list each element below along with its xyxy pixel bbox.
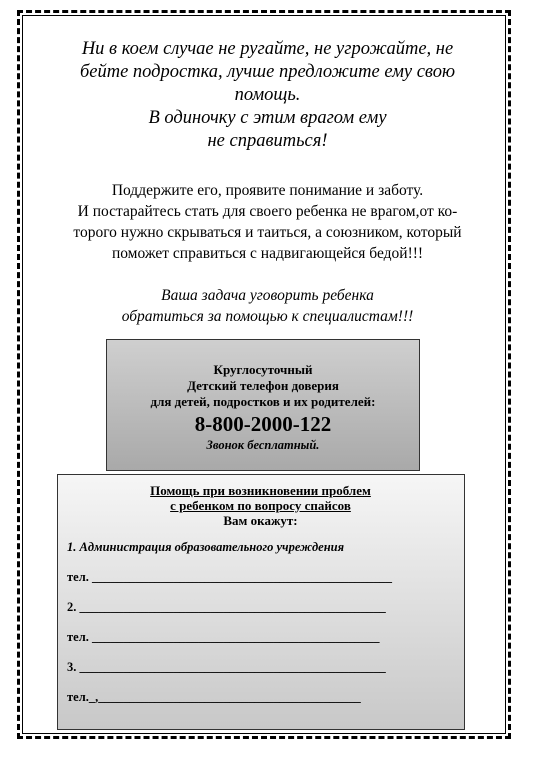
contact-tel-1: тел. ________________________________________________ [67, 570, 392, 584]
intro-line: помощь. [234, 85, 301, 105]
help-heading-line: с ребенком по вопросу спайсов [170, 498, 351, 513]
hotline-free-note: Звонок бесплатный. [206, 438, 320, 452]
intro-line: В одиночку с этим врагом ему [148, 108, 387, 128]
task-paragraph [30, 285, 505, 327]
help-heading-line: Помощь при возникновении проблем [150, 483, 371, 498]
intro-line: не справиться! [207, 131, 328, 151]
hotline-box [106, 339, 420, 471]
support-paragraph [30, 180, 505, 264]
hotline-phone-number: 8-800-2000-122 [194, 412, 332, 436]
task-line: Ваша задача уговорить ребенка [161, 287, 374, 304]
contact-tel-2: тел. ______________________________________________ [67, 630, 380, 644]
contact-item-3: 3. _________________________________________________ [67, 660, 386, 674]
support-line: торого нужно скрываться и таиться, а союзником, который [73, 224, 462, 241]
support-line: поможет справиться с надвигающейся бедой!!! [111, 245, 424, 262]
contact-item-1: 1. Администрация образовательного учреждения [67, 540, 345, 554]
task-line: обратиться за помощью к специалистам!!! [121, 308, 414, 325]
help-contacts-box [57, 474, 465, 730]
hotline-audience: для детей, подростков и их родителей: [150, 394, 376, 409]
hotline-subtitle: Детский телефон доверия [187, 378, 339, 393]
hotline-title: Круглосуточный [213, 362, 313, 377]
support-line: Поддержите его, проявите понимание и заботу. [111, 182, 424, 199]
support-line: И постарайтесь стать для своего ребенка не врагом,от ко- [77, 203, 458, 220]
help-heading-line: Вам окажут: [223, 513, 298, 528]
contact-item-2: 2. _________________________________________________ [67, 600, 386, 614]
contact-tel-3: тел._,__________________________________________ [67, 690, 361, 704]
help-heading [67, 483, 454, 528]
intro-warning [30, 38, 505, 153]
intro-line: бейте подростка, лучше предложите ему свою [79, 62, 456, 82]
intro-line: Ни в коем случае не ругайте, не угрожайте, не [81, 39, 454, 59]
